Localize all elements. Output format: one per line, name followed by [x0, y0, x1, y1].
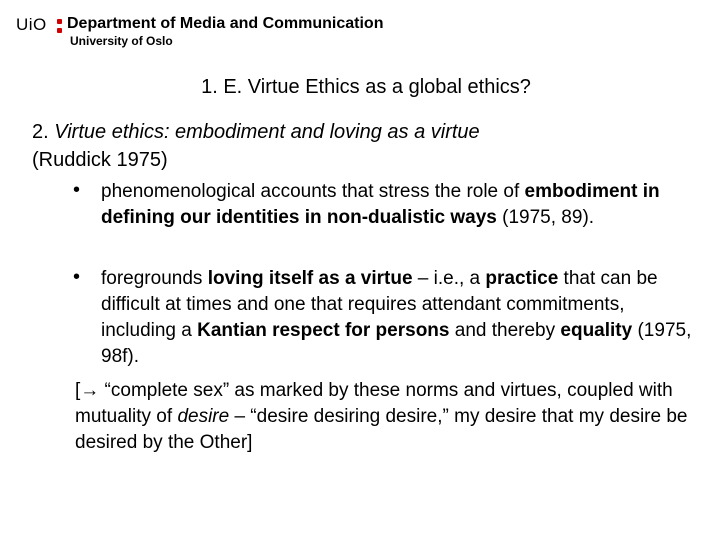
bullet-text	[101, 179, 701, 231]
bullet2-citation: (1975, 98f).	[101, 320, 692, 367]
subtitle-italic: Virtue ethics: embodiment and loving as a virtue	[54, 121, 480, 143]
bullet2-text-4: and thereby	[449, 320, 561, 341]
bullet2-text-1: foregrounds	[101, 268, 208, 289]
logo-brand: UiO	[16, 15, 47, 34]
bullet-text	[101, 266, 701, 370]
note-open-bracket: [	[75, 380, 81, 401]
bullet2-text-3: that can be difficult at times and one that requires attendant commitments, including a	[101, 268, 658, 341]
note-text-2: – “desire desiring desire,” my desire that my desire be desired by the Other]	[75, 406, 688, 453]
bullet1-text: phenomenological accounts that stress the role of	[101, 181, 525, 202]
department-name: Department of Media and Communication	[67, 15, 384, 32]
bracket-note	[75, 378, 705, 456]
bullet2-bold-3: Kantian respect for persons	[197, 320, 450, 341]
subtitle-citation: (Ruddick 1975)	[32, 149, 168, 171]
note-text-1: “complete sex” as marked by these norms and virtues, coupled with mutuality of	[75, 380, 673, 427]
subtitle-number: 2.	[32, 121, 49, 143]
arrow-right-icon: →	[80, 380, 100, 401]
bullet2-bold-1: loving itself as a virtue	[207, 268, 413, 289]
logo-dots-icon	[54, 17, 64, 35]
slide-title: 1. E. Virtue Ethics as a global ethics?	[201, 76, 531, 98]
bullet2-text-2: – i.e., a	[412, 268, 486, 289]
university-name: University of Oslo	[70, 34, 173, 48]
bullet1-citation: (1975, 89).	[496, 207, 595, 228]
bullet2-bold-2: practice	[485, 268, 559, 289]
bullet2-bold-4: equality	[560, 320, 633, 341]
slide-subtitle	[32, 118, 692, 174]
bullet-dot-icon: •	[73, 266, 81, 288]
bullet-dot-icon: •	[73, 179, 81, 201]
note-italic: desire	[177, 406, 230, 427]
bullet1-bold: embodiment in defining our identities in non-dualistic ways	[101, 181, 660, 228]
